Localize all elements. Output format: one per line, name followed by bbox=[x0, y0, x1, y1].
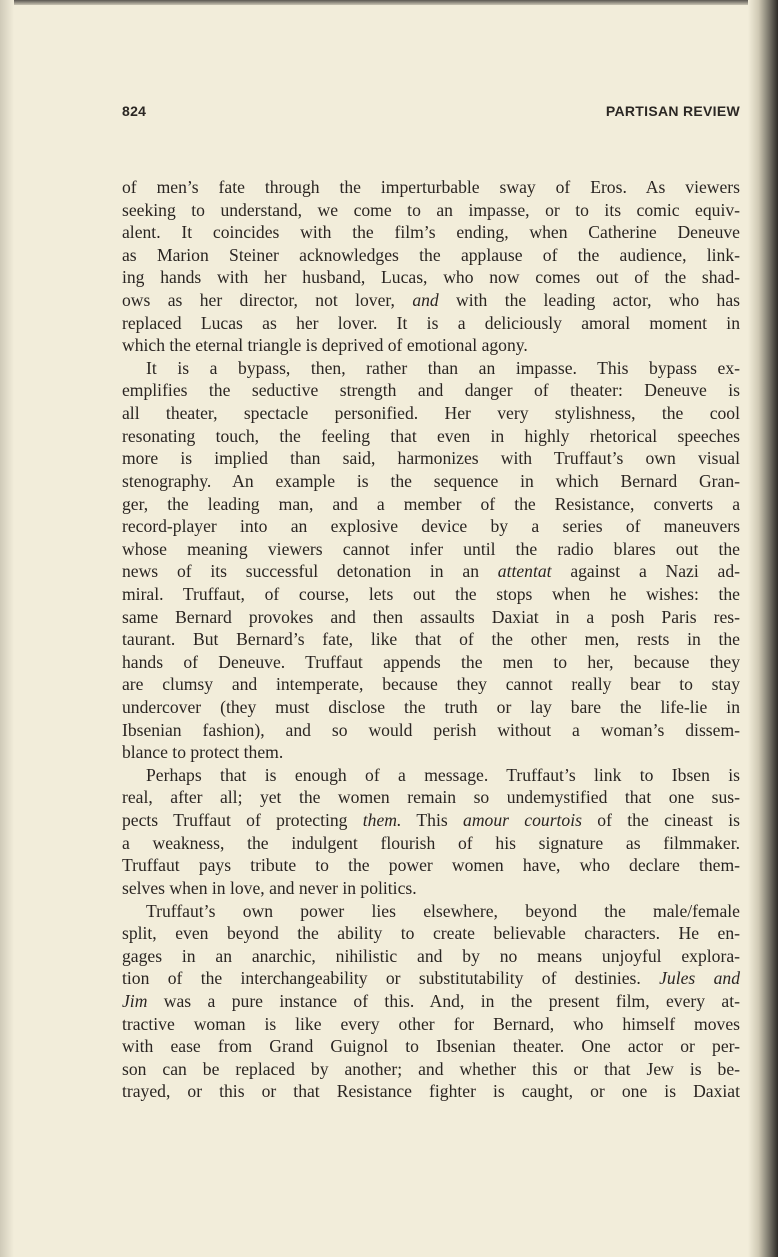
text-run: hands of Deneuve. Truffaut appends the men to her, because they bbox=[122, 651, 740, 672]
text-run: more is implied than said, harmonizes with Truffaut’s own visual bbox=[122, 448, 740, 469]
text-line bbox=[122, 673, 740, 696]
text-line bbox=[122, 221, 740, 244]
text-run: Truffaut pays tribute to the power women have, who declare them- bbox=[122, 855, 740, 876]
text-run: taurant. But Bernard’s fate, like that of the other men, rests in the bbox=[122, 629, 740, 650]
italic-text: and bbox=[412, 290, 439, 311]
text-line bbox=[122, 1058, 740, 1081]
text-run: of men’s fate through the imperturbable sway of Eros. As viewers bbox=[122, 177, 740, 197]
text-run: miral. Truffaut, of course, lets out the stops when he wishes: the bbox=[122, 583, 740, 604]
text-run: blance to protect them. bbox=[122, 742, 284, 763]
text-run: gages in an anarchic, nihilistic and by no means unjoyful explora- bbox=[122, 945, 740, 966]
text-line bbox=[122, 583, 740, 606]
text-run: Perhaps that is enough of a message. Truffaut’s link to Ibsen is bbox=[146, 764, 740, 785]
italic-text: Jim bbox=[122, 990, 148, 1011]
text-line bbox=[122, 176, 740, 199]
text-run: stenography. An example is the sequence in which Bernard Gran- bbox=[122, 470, 740, 491]
page-left-edge bbox=[0, 0, 14, 1257]
text-run: with ease from Grand Guignol to Ibsenian theater. One actor or per- bbox=[122, 1036, 740, 1057]
text-line bbox=[122, 379, 740, 402]
text-line bbox=[122, 1080, 740, 1103]
text-line bbox=[122, 764, 740, 787]
text-run: alent. It coincides with the film’s ending, when Catherine Deneuve bbox=[122, 222, 740, 243]
text-line bbox=[122, 809, 740, 832]
text-line bbox=[122, 1035, 740, 1058]
text-run: are clumsy and intemperate, because they cannot really bear to stay bbox=[122, 674, 740, 695]
text-run: a weakness, the indulgent flourish of his signature as filmmaker. bbox=[122, 832, 740, 853]
text-run: selves when in love, and never in politics. bbox=[122, 877, 417, 898]
text-run: It is a bypass, then, rather than an impasse. This bypass ex- bbox=[146, 357, 740, 378]
text-line bbox=[122, 900, 740, 923]
text-run: news of its successful detonation in an bbox=[122, 561, 498, 582]
text-run: real, after all; yet the women remain so undemystified that one sus- bbox=[122, 787, 740, 808]
text-line bbox=[122, 289, 740, 312]
text-line bbox=[122, 470, 740, 493]
text-line bbox=[122, 425, 740, 448]
text-run: ows as her director, not lover, bbox=[122, 290, 413, 311]
text-run: whose meaning viewers cannot infer until the radio blares out the bbox=[122, 538, 740, 559]
text-line bbox=[122, 515, 740, 538]
text-run: tion of the interchangeability or substitutability of destinies. bbox=[122, 968, 660, 989]
text-run: split, even beyond the ability to create believable characters. He en- bbox=[122, 923, 740, 944]
italic-text: amour courtois bbox=[463, 810, 582, 831]
page-number: 824 bbox=[122, 103, 147, 119]
text-line bbox=[122, 447, 740, 470]
text-run: trayed, or this or that Resistance fighter is caught, or one is Daxiat bbox=[122, 1081, 740, 1102]
text-line bbox=[122, 741, 740, 764]
text-line bbox=[122, 651, 740, 674]
text-line bbox=[122, 312, 740, 335]
text-line bbox=[122, 493, 740, 516]
text-line bbox=[122, 560, 740, 583]
text-run: emplifies the seductive strength and danger of theater: Deneuve is bbox=[122, 380, 740, 401]
text-run: of the cineast is bbox=[581, 810, 740, 831]
text-line bbox=[122, 786, 740, 809]
italic-text: attentat bbox=[497, 561, 552, 582]
italic-text: Jules and bbox=[659, 968, 740, 989]
text-line bbox=[122, 877, 740, 900]
text-run: as Marion Steiner acknowledges the applause of the audience, link- bbox=[122, 244, 740, 265]
text-line bbox=[122, 606, 740, 629]
text-run: This bbox=[401, 810, 464, 831]
text-run: Truffaut’s own power lies elsewhere, beyond the male/female bbox=[146, 900, 740, 921]
text-line bbox=[122, 266, 740, 289]
text-line bbox=[122, 967, 740, 990]
text-run: with the leading actor, who has bbox=[438, 290, 740, 311]
text-run: tractive woman is like every other for Bernard, who himself moves bbox=[122, 1013, 740, 1034]
text-line bbox=[122, 538, 740, 561]
text-run: was a pure instance of this. And, in the present film, every at- bbox=[147, 990, 740, 1011]
text-line bbox=[122, 945, 740, 968]
text-run: son can be replaced by another; and whether this or that Jew is be- bbox=[122, 1058, 740, 1079]
text-line bbox=[122, 990, 740, 1013]
text-run: Ibsenian fashion), and so would perish without a woman’s dissem- bbox=[122, 719, 740, 740]
text-line bbox=[122, 832, 740, 855]
text-run: ger, the leading man, and a member of the Resistance, converts a bbox=[122, 493, 740, 514]
text-line bbox=[122, 334, 740, 357]
text-run: which the eternal triangle is deprived of emotional agony. bbox=[122, 335, 528, 356]
text-run: replaced Lucas as her lover. It is a deliciously amoral moment in bbox=[122, 312, 740, 333]
text-run: resonating touch, the feeling that even in highly rhetorical speeches bbox=[122, 425, 740, 446]
text-run: record-player into an explosive device by a series of maneuvers bbox=[122, 516, 740, 537]
text-run: seeking to understand, we come to an impasse, or to its comic equiv- bbox=[122, 199, 740, 220]
book-binding-shadow bbox=[748, 0, 778, 1257]
text-run: same Bernard provokes and then assaults Daxiat in a posh Paris res- bbox=[122, 606, 740, 627]
text-line bbox=[122, 1013, 740, 1036]
text-run: undercover (they must disclose the truth or lay bare the life-lie in bbox=[122, 697, 740, 718]
text-line bbox=[122, 719, 740, 742]
text-line bbox=[122, 244, 740, 267]
text-line bbox=[122, 357, 740, 380]
text-line bbox=[122, 854, 740, 877]
italic-text: them. bbox=[362, 810, 402, 831]
text-run: ing hands with her husband, Lucas, who now comes out of the shad- bbox=[122, 267, 740, 288]
text-line bbox=[122, 922, 740, 945]
text-run: pects Truffaut of protecting bbox=[122, 810, 363, 831]
text-run: against a Nazi ad- bbox=[551, 561, 740, 582]
running-head: PARTISAN REVIEW bbox=[605, 103, 740, 119]
text-line bbox=[122, 628, 740, 651]
text-line bbox=[122, 199, 740, 222]
body-text bbox=[122, 176, 740, 1103]
text-line bbox=[122, 696, 740, 719]
page-top-edge bbox=[0, 0, 778, 5]
text-run: all theater, spectacle personified. Her very stylishness, the cool bbox=[122, 403, 740, 424]
text-line bbox=[122, 402, 740, 425]
